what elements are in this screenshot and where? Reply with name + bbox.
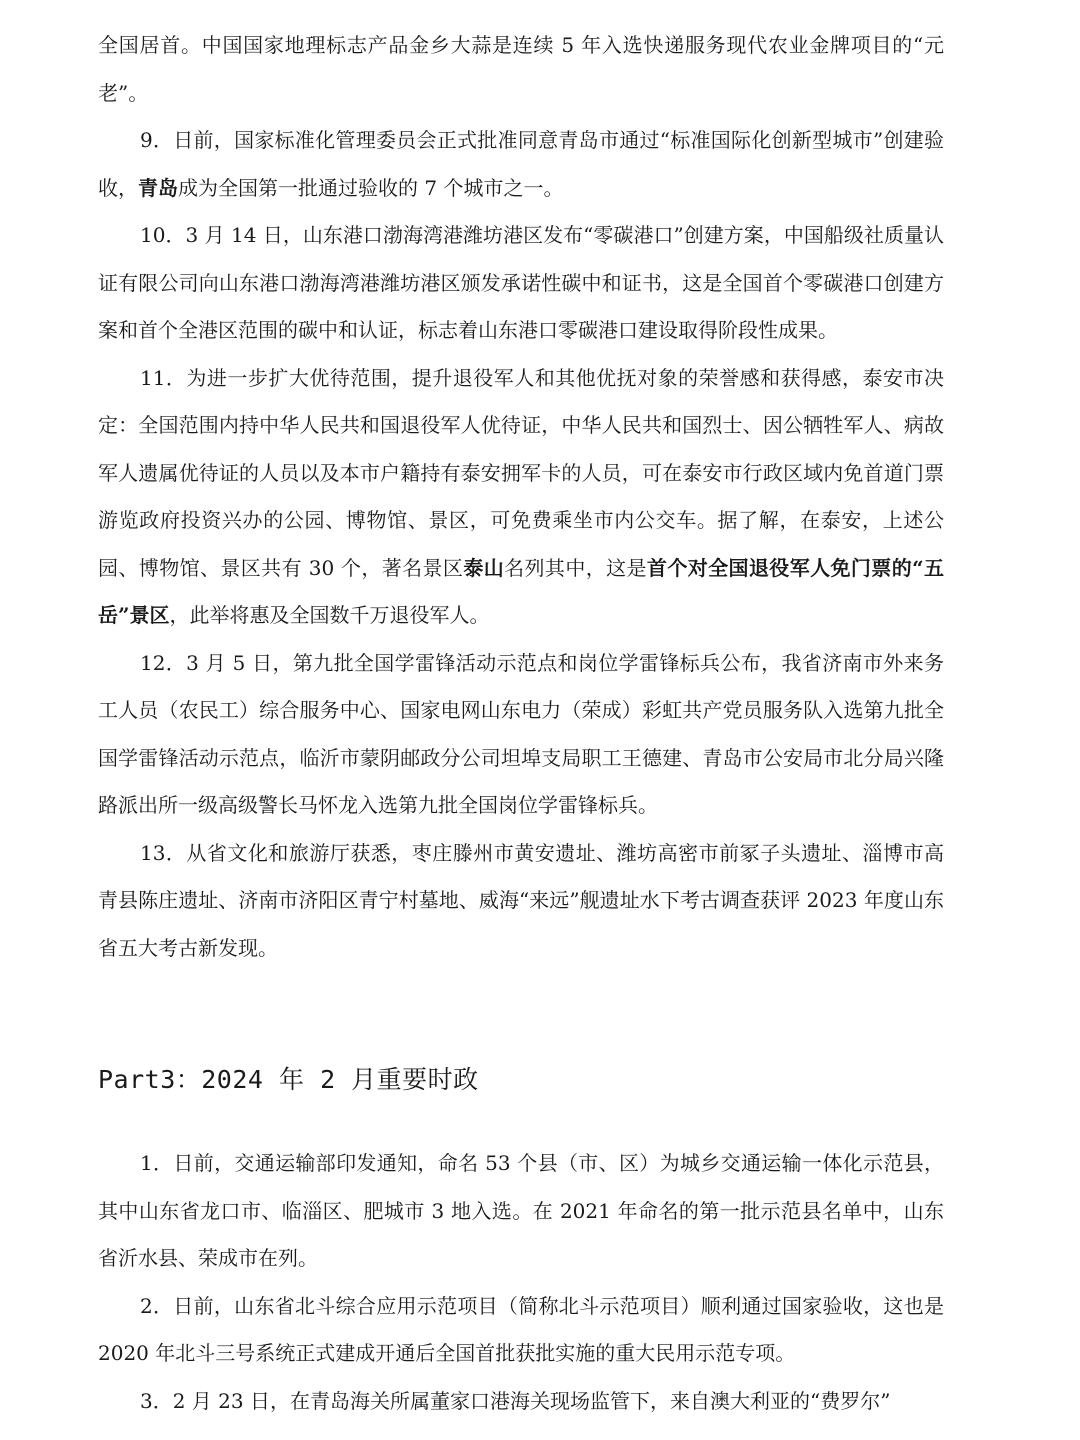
paragraph-item-12: 12．3 月 5 日，第九批全国学雷锋活动示范点和岗位学雷锋标兵公布，我省济南市外来务工人员（农民工）综合服务中心、国家电网山东电力（荣成）彩虹共产党员服务队入选第九批全国学雷锋活动示范点，临沂市蒙阴邮政分公司坦埠支局职工王德建、青岛市公安局市北分局兴隆路派出所一级高级警长马怀龙入选第九批全国岗位学雷锋标兵。 <box>98 650 944 817</box>
paragraph-text: 名列其中，这是 <box>504 555 647 580</box>
paragraph-continued: 全国居首。中国国家地理标志产品金乡大蒜是连续 5 年入选快递服务现代农业金牌项目的“元老”。 <box>98 33 944 105</box>
paragraph-item-11 <box>98 355 944 640</box>
paragraph-text: 9．日前，国家标准化管理委员会正式批准同意青岛市通过“标准国际化创新型城市”创建验收， <box>98 128 944 200</box>
paragraph-item-3: 3．2 月 23 日，在青岛海关所属董家口港海关现场监管下，来自澳大利亚的“费罗尔” <box>140 1388 891 1413</box>
section-heading: Part3：2024 年 2 月重要时政 <box>98 1065 479 1094</box>
paragraph-item-2: 2．日前，山东省北斗综合应用示范项目（简称北斗示范项目）顺利通过国家验收，这也是 2020 年北斗三号系统正式建成开通后全国首批获批实施的重大民用示范专项。 <box>98 1293 944 1365</box>
bold-highlight: 泰山 <box>463 555 505 580</box>
paragraph-item-9 <box>98 117 944 212</box>
paragraph-item-1: 1．日前，交通运输部印发通知，命名 53 个县（市、区）为城乡交通运输一体化示范县，其中山东省龙口市、临淄区、肥城市 3 地入选。在 2021 年命名的第一批示范县名单中，山东省沂水县、荣成市在列。 <box>98 1151 944 1270</box>
upper-text-block <box>98 22 944 972</box>
paragraph-text: 11．为进一步扩大优待范围，提升退役军人和其他优抚对象的荣誉感和获得感，泰安市决定：全国范围内持中华人民共和国退役军人优待证，中华人民共和国烈士、因公牺牲军人、病故军人遗属优待证的人员以及本市户籍持有泰安拥军卡的人员，可在泰安市行政区域内免首道门票游览政府投资兴办的公园、博物馆、景区，可免费乘坐市内公交车。据了解，在泰安，上述公园、博物馆、景区共有 30 个，著名景区 <box>98 365 944 580</box>
paragraph-text: ，此举将惠及全国数千万退役军人。 <box>169 603 490 627</box>
bold-highlight: 首个对全国退役军人免门票的“五岳”景区 <box>98 555 944 627</box>
paragraph-item-10: 10．3 月 14 日，山东港口渤海湾港潍坊港区发布“零碳港口”创建方案，中国船级社质量认证有限公司向山东港口渤海湾港潍坊港区颁发承诺性碳中和证书，这是全国首个零碳港口创建方案和首个全港区范围的碳中和认证，标志着山东港口零碳港口建设取得阶段性成果。 <box>98 223 944 342</box>
paragraph-item-13: 13．从省文化和旅游厅获悉，枣庄滕州市黄安遗址、潍坊高密市前冢子头遗址、淄博市高青县陈庄遗址、济南市济阳区青宁村墓地、威海“来远”舰遗址水下考古调查获评 2023 年度山东省五大考古新发现。 <box>98 840 944 960</box>
lower-text-block <box>98 1140 944 1425</box>
paragraph-text: 成为全国第一批通过验收的 7 个城市之一。 <box>178 175 564 200</box>
bold-highlight: 青岛 <box>138 175 178 200</box>
